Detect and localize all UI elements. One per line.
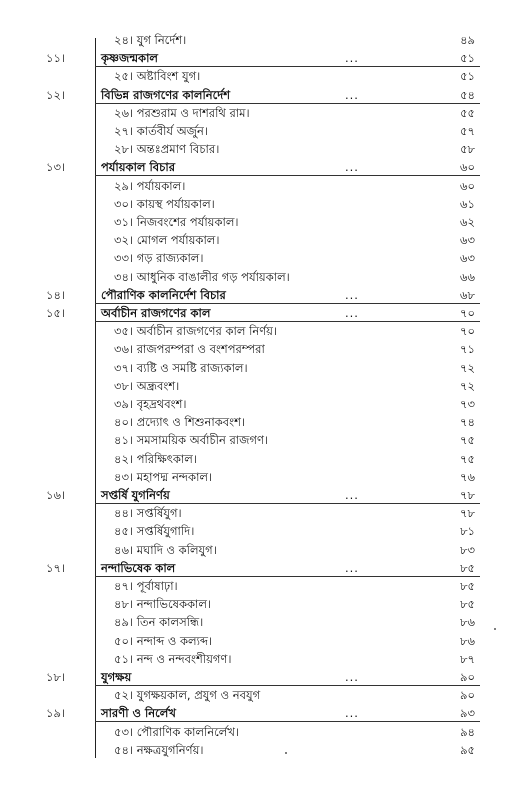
toc-title: পৌরাণিক কালনির্দেশ বিচার [101,287,226,302]
toc-title: ৪৩। মহাপদ্ম নন্দকাল। [114,469,213,484]
toc-section-row [0,722,521,742]
toc-section-row [0,649,521,669]
toc-page-number: ৭৪ [460,415,475,430]
toc-number: ১৭। [46,560,66,575]
toc-title: যুগক্ষয় [101,670,132,684]
toc-page-number: ৭৫ [460,451,475,466]
toc-number: ১৩। [46,160,66,175]
toc-number: ১৬। [46,488,66,502]
toc-page-number: ৭২ [460,378,475,393]
toc-section-row [0,376,521,396]
toc-section-row [0,740,521,760]
toc-section-row [0,139,521,159]
toc-page-number: ৬৬ [460,269,475,284]
toc-page-number: ৮৫ [460,560,475,575]
toc-title: ৪৫। সপ্তর্ষিযুগাদি। [114,524,195,539]
toc-page-number: ৯৩ [460,706,475,721]
toc-title: ৩৭। ব্যষ্টি ও সমষ্টি রাজ্যকাল। [114,360,248,375]
toc-title: কৃষ্ণজন্মকাল [101,51,158,66]
toc-section-row [0,430,521,450]
toc-section-row [0,66,521,86]
toc-section-row [0,194,521,214]
toc-page-number: ৬২ [460,215,475,229]
toc-title: ৪৯। তিন কালসন্ধি। [114,615,204,630]
toc-page-number: ৫১ [460,69,475,84]
toc-number: ১১। [46,51,66,66]
toc-chapter-row [0,485,521,505]
toc-section-row [0,576,521,596]
paper-speck [285,752,287,754]
toc-section-row [0,467,521,487]
toc-page-number: ৭৫ [460,433,475,448]
toc-section-row [0,212,521,232]
toc-page-number: ৫৮ [460,142,475,157]
toc-section-row [0,394,521,414]
toc-page-number: ৭২ [460,360,475,375]
toc-section-row [0,412,521,432]
toc-section-row [0,176,521,196]
toc-dots: ... [345,306,359,320]
toc-page-number: ৯০ [460,670,475,684]
toc-title: ২৬। পরশুরাম ও দাশরথি রাম। [114,105,250,120]
toc-chapter-row [0,303,521,323]
toc-section-row [0,103,521,123]
toc-title: নন্দাভিষেক কাল [101,560,176,575]
toc-page-number: ৫৪ [460,87,475,102]
toc-page-number: ৮৩ [460,542,475,557]
toc-section-row [0,449,521,469]
toc-section-row [0,248,521,268]
toc-title: ৪৭। পূর্বাষাঢ়া। [114,579,178,593]
toc-number: ১৮। [46,670,66,684]
toc-page-number: ৭০ [460,324,475,339]
toc-title: ৩৫। অর্বাচীন রাজগণের কাল নির্ণয়। [114,324,278,339]
toc-title: সারণী ও নির্লেখ [101,706,176,721]
toc-title: ৩২। মোগল পর্যায়কাল। [114,233,220,248]
toc-title: ৫০। নন্দাব্দ ও কল্যব্দ। [114,633,213,648]
toc-title: ৪৪। সপ্তর্ষিযুগ। [114,506,182,521]
toc-section-row [0,540,521,560]
toc-title: ৩৬। রাজপরম্পরা ও বংশপরম্পরা [114,342,265,357]
toc-dots: ... [345,560,359,575]
toc-title: ৫১। নন্দ ও নন্দবংশীয়গণ। [114,651,232,666]
toc-page-number: ৭৮ [460,488,475,502]
toc-section-row [0,121,521,141]
toc-page-number: ৬০ [460,160,475,175]
toc-page-number: ৬০ [460,178,475,193]
toc-page-number: ৭৩ [460,397,475,411]
toc-section-row [0,267,521,287]
toc-page-number: ৮৫ [460,579,475,593]
toc-page-number: ৭০ [460,306,475,320]
toc-page-number: ৭৮ [460,506,475,521]
toc-number: ১৪। [46,287,66,302]
toc-title: ৩০। কায়স্থ পর্যায়কাল। [114,196,215,211]
toc-chapter-row [0,285,521,305]
toc-section-row [0,685,521,705]
toc-title: ৪৮। নন্দাভিষেককাল। [114,597,212,612]
toc-dots: ... [345,160,359,175]
toc-page-number: ৭৬ [460,469,475,484]
toc-section-row [0,339,521,359]
toc-page-number: ৫১ [460,51,475,66]
toc-chapter-row [0,703,521,723]
toc-page-number: ৬৩ [460,251,475,266]
toc-dots: ... [345,670,359,684]
toc-title: ২৭। কার্তবীর্য অর্জুন। [114,124,208,138]
toc-title: ৪২। পরিক্ষিৎকাল। [114,451,197,466]
toc-dots: ... [345,287,359,302]
toc-title: ৩৩। গড় রাজ্যকাল। [114,251,204,266]
toc-page-number: ৮৭ [460,651,475,666]
toc-section-row [0,521,521,541]
toc-title: ৫৩। পৌরাণিক কালনির্লেখ। [114,724,240,739]
toc-dots: ... [345,51,359,66]
toc-page-number: ৮৬ [460,633,475,648]
toc-chapter-row [0,48,521,68]
toc-title: ২৪। যুগ নির্দেশ। [114,33,187,47]
toc-title: ৪৬। মঘাদি ও কলিযুগ। [114,542,217,557]
toc-page-number: ৯৫ [460,742,475,757]
toc-section-row [0,30,521,50]
toc-section-row [0,612,521,632]
paper-speck [494,628,496,630]
toc-title: ৩১। নিজবংশের পর্যায়কাল। [114,215,239,229]
toc-page-number: ৪৯ [460,33,475,47]
toc-page-number: ৮৫ [460,597,475,612]
toc-dots: ... [345,706,359,721]
toc-title: ৫২। যুগক্ষয়কাল, প্রযুগ ও নবযুগ [114,688,261,703]
toc-title: ২৯। পর্যায়কাল। [114,178,186,193]
toc-page-number: ৯৪ [460,724,475,739]
toc-number: ১৫। [46,306,66,320]
toc-number: ১৯। [46,706,66,721]
toc-section-row [0,503,521,523]
toc-section-row [0,230,521,250]
toc-dots: ... [345,87,359,102]
toc-page-number: ৫৫ [460,105,475,120]
toc-title: ৩৮। অন্ধ্রবংশ। [114,378,180,393]
toc-page-number: ৯০ [460,688,475,703]
toc-page-number: ৭১ [460,342,475,357]
toc-title: পর্যায়কাল বিচার [101,160,176,175]
toc-chapter-row [0,157,521,177]
toc-title: ৩৪। আধুনিক বাঙালীর গড় পর্যায়কাল। [114,269,290,284]
toc-section-row [0,321,521,341]
toc-title: ২৮। অন্তঃপ্রমাণ বিচার। [114,142,220,157]
toc-section-row [0,358,521,378]
toc-title: ৫৪। নক্ষত্রযুগনির্ণয়। [114,742,204,757]
toc-number: ১২। [46,87,66,102]
toc-chapter-row [0,667,521,687]
toc-page-number: ৮৬ [460,615,475,630]
toc-page-number: ৫৭ [460,124,475,138]
toc-section-row [0,631,521,651]
toc-dots: ... [345,488,359,502]
toc-page-number: ৮১ [460,524,475,539]
toc-title: সপ্তর্ষি যুগনির্ণয় [101,488,170,502]
toc-title: ৩৯। বৃহদ্রথবংশ। [114,397,187,411]
toc-title: অর্বাচীন রাজগণের কাল [101,306,211,320]
toc-page-number: ৬১ [460,196,475,211]
toc-section-row [0,594,521,614]
toc-chapter-row [0,85,521,105]
toc-title: ৪০। প্রদ্যোৎ ও শিশুনাকবংশ। [114,415,246,430]
toc-page-number: ৬৩ [460,233,475,248]
toc-chapter-row [0,558,521,578]
toc-title: ৪১। সমসাময়িক অর্বাচীন রাজগণ। [114,433,269,448]
toc-page-number: ৬৮ [460,287,475,302]
toc-title: ২৫। অষ্টাবিংশ যুগ। [114,69,201,84]
toc-title: বিভিন্ন রাজগণের কালনির্দেশ [101,87,231,102]
